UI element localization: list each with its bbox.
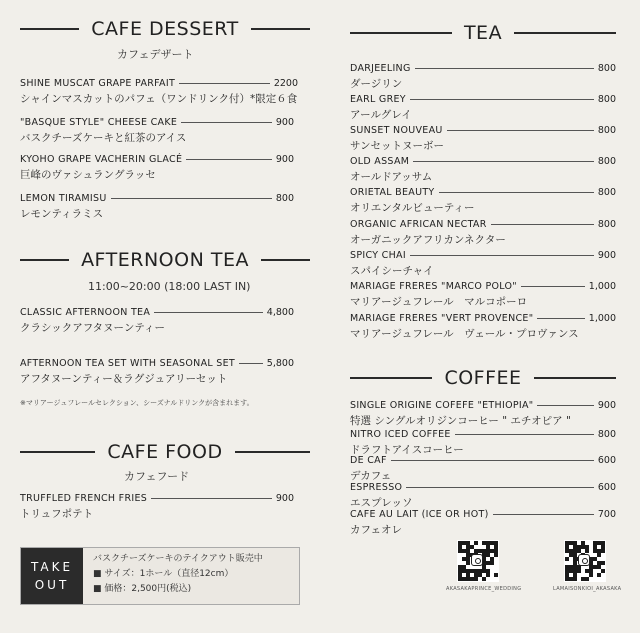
section-title: COFFEE bbox=[444, 367, 522, 389]
instagram-handle: AKASAKAPRINCE_WEDDING bbox=[446, 586, 522, 592]
item-name-jp: カフェオレ bbox=[350, 524, 402, 536]
item-name-jp: アールグレイ bbox=[350, 109, 412, 121]
item-name-jp: エスプレッソ bbox=[350, 497, 413, 509]
menu-item bbox=[20, 76, 298, 106]
afternoon-tea-hours: 11:00~20:00 (18:00 LAST IN) bbox=[88, 280, 251, 293]
afternoon-tea-note: ※マリアージュフレールセレクション、シーズナルドリンクが含まれます。 bbox=[20, 399, 254, 407]
item-name: TRUFFLED FRENCH FRIES bbox=[20, 492, 148, 504]
leader-line bbox=[537, 318, 584, 319]
leader-line bbox=[181, 122, 272, 123]
menu-item bbox=[20, 305, 294, 335]
cafe-food-heading bbox=[20, 441, 310, 463]
leader-line bbox=[410, 255, 594, 256]
menu-item bbox=[350, 185, 616, 215]
item-price: 4,800 bbox=[266, 306, 294, 318]
item-price: 800 bbox=[597, 218, 616, 230]
heading-rule bbox=[20, 28, 79, 30]
item-price: 700 bbox=[597, 508, 616, 520]
menu-item bbox=[350, 248, 616, 278]
leader-line bbox=[455, 434, 594, 435]
menu-item bbox=[350, 507, 616, 537]
section-title: AFTERNOON TEA bbox=[81, 249, 249, 271]
item-name: ESPRESSO bbox=[350, 481, 403, 493]
menu-item bbox=[350, 217, 616, 247]
item-price: 1,000 bbox=[588, 280, 616, 292]
heading-rule bbox=[534, 377, 616, 379]
menu-item bbox=[20, 356, 294, 386]
menu-item bbox=[350, 311, 616, 341]
heading-rule bbox=[350, 32, 452, 34]
menu-item bbox=[350, 480, 616, 510]
leader-line bbox=[179, 83, 270, 84]
menu-item bbox=[350, 92, 616, 122]
qr-code[interactable] bbox=[564, 540, 606, 582]
item-name-jp: バスクチーズケーキと紅茶のアイス bbox=[20, 132, 187, 144]
takeout-price: ■ 価格：2,500円(税込) bbox=[93, 584, 192, 594]
heading-rule bbox=[235, 451, 310, 453]
item-name-jp: レモンティラミス bbox=[20, 208, 104, 220]
item-price: 800 bbox=[275, 192, 294, 204]
item-name: SHINE MUSCAT GRAPE PARFAIT bbox=[20, 77, 176, 89]
leader-line bbox=[491, 224, 594, 225]
item-name-jp: マリアージュフレール マルコポーロ bbox=[350, 296, 528, 308]
leader-line bbox=[391, 460, 594, 461]
item-name: SPICY CHAI bbox=[350, 249, 406, 261]
item-name-jp: マリアージュフレール ヴェール・プロヴァンス bbox=[350, 328, 579, 340]
item-price: 600 bbox=[597, 481, 616, 493]
item-name: CAFE AU LAIT (ICE OR HOT) bbox=[350, 508, 489, 520]
item-name: EARL GREY bbox=[350, 93, 406, 105]
menu-item bbox=[350, 279, 616, 309]
heading-rule bbox=[350, 377, 432, 379]
menu-item bbox=[20, 115, 294, 145]
takeout-line: バスクチーズケーキのテイクアウト販売中 bbox=[93, 554, 263, 564]
item-name: ORIETAL BEAUTY bbox=[350, 186, 435, 198]
menu-item bbox=[350, 154, 616, 184]
coffee-heading bbox=[350, 367, 616, 389]
menu-item bbox=[350, 453, 616, 483]
menu-item bbox=[350, 123, 616, 153]
qr-code[interactable] bbox=[457, 540, 499, 582]
heading-rule bbox=[251, 28, 310, 30]
item-name-jp: トリュフポテト bbox=[20, 508, 94, 520]
heading-rule bbox=[20, 451, 95, 453]
menu-item bbox=[20, 491, 294, 521]
item-name: SUNSET NOUVEAU bbox=[350, 124, 443, 136]
item-price: 800 bbox=[597, 186, 616, 198]
item-price: 800 bbox=[597, 62, 616, 74]
takeout-badge-line: TAKE bbox=[30, 560, 74, 574]
leader-line bbox=[537, 405, 593, 406]
section-subtitle: カフェフード bbox=[124, 470, 190, 483]
item-name: "BASQUE STYLE" CHEESE CAKE bbox=[20, 116, 178, 128]
takeout-details bbox=[93, 552, 263, 597]
item-name-jp: シャインマスカットのパフェ（ワンドリンク付）*限定６食 bbox=[20, 93, 298, 105]
leader-line bbox=[413, 161, 594, 162]
item-name-jp: ドラフトアイスコーヒー bbox=[350, 444, 464, 456]
item-price: 900 bbox=[597, 399, 616, 411]
menu-item bbox=[350, 398, 616, 428]
item-name: CLASSIC AFTERNOON TEA bbox=[20, 306, 151, 318]
leader-line bbox=[406, 487, 594, 488]
item-price: 900 bbox=[597, 249, 616, 261]
cafe-dessert-heading bbox=[20, 18, 310, 40]
section-title: TEA bbox=[463, 22, 503, 44]
item-name: MARIAGE FRERES "MARCO POLO" bbox=[350, 280, 517, 292]
leader-line bbox=[521, 286, 585, 287]
leader-line bbox=[154, 312, 263, 313]
leader-line bbox=[439, 192, 594, 193]
menu-item bbox=[20, 191, 294, 221]
item-name: MARIAGE FRERES "VERT PROVENCE" bbox=[350, 312, 534, 324]
item-price: 800 bbox=[597, 155, 616, 167]
instagram-icon bbox=[471, 554, 483, 566]
leader-line bbox=[186, 159, 272, 160]
item-price: 1,000 bbox=[588, 312, 616, 324]
item-name: AFTERNOON TEA SET WITH SEASONAL SET bbox=[20, 357, 236, 369]
section-subtitle: カフェデザート bbox=[117, 48, 194, 61]
leader-line bbox=[415, 68, 594, 69]
item-price: 900 bbox=[275, 153, 294, 165]
item-name-jp: デカフェ bbox=[350, 470, 392, 482]
instagram-handle: LAMAISONKIOI_AKASAKA bbox=[553, 586, 622, 592]
item-name: ORGANIC AFRICAN NECTAR bbox=[350, 218, 487, 230]
heading-rule bbox=[20, 259, 69, 261]
item-name-jp: オーガニックアフリカンネクター bbox=[350, 234, 506, 246]
item-price: 800 bbox=[597, 428, 616, 440]
item-name-jp: 巨峰のヴァシュラングラッセ bbox=[20, 169, 156, 181]
heading-rule bbox=[261, 259, 310, 261]
afternoon-tea-heading bbox=[20, 249, 310, 271]
item-name: LEMON TIRAMISU bbox=[20, 192, 107, 204]
item-name: SINGLE ORIGINE COFEFE "ETHIOPIA" bbox=[350, 399, 534, 411]
item-price: 2200 bbox=[273, 77, 298, 89]
takeout-badge bbox=[21, 548, 83, 604]
leader-line bbox=[111, 198, 272, 199]
takeout-size: ■ サイズ：1ホール（直径12cm） bbox=[93, 569, 234, 579]
instagram-icon bbox=[578, 554, 590, 566]
item-name-jp: オールドアッサム bbox=[350, 171, 433, 183]
item-name-jp: クラシックアフタヌーンティー bbox=[20, 322, 166, 334]
tea-heading bbox=[350, 22, 616, 44]
menu-item bbox=[20, 152, 294, 182]
item-price: 800 bbox=[597, 93, 616, 105]
item-name-jp: ダージリン bbox=[350, 78, 403, 90]
item-name-jp: オリエンタルビューティー bbox=[350, 202, 475, 214]
item-name: NITRO ICED COFFEE bbox=[350, 428, 451, 440]
leader-line bbox=[151, 498, 272, 499]
item-name-jp: 特選 シングルオリジンコーヒー " エチオピア " bbox=[350, 415, 571, 427]
item-name: DARJEELING bbox=[350, 62, 411, 74]
item-price: 5,800 bbox=[266, 357, 294, 369]
leader-line bbox=[447, 130, 594, 131]
item-price: 900 bbox=[275, 492, 294, 504]
item-name-jp: スパイシーチャイ bbox=[350, 265, 434, 277]
item-price: 600 bbox=[597, 454, 616, 466]
item-name: KYOHO GRAPE VACHERIN GLACÉ bbox=[20, 153, 183, 165]
item-name: OLD ASSAM bbox=[350, 155, 410, 167]
leader-line bbox=[493, 514, 594, 515]
leader-line bbox=[239, 363, 263, 364]
item-name-jp: サンセットヌーボー bbox=[350, 140, 444, 152]
section-title: CAFE FOOD bbox=[107, 441, 223, 463]
takeout-box bbox=[20, 547, 300, 605]
menu-item bbox=[350, 61, 616, 91]
item-price: 800 bbox=[597, 124, 616, 136]
takeout-badge-line: OUT bbox=[34, 578, 70, 592]
heading-rule bbox=[514, 32, 616, 34]
leader-line bbox=[410, 99, 594, 100]
section-title: CAFE DESSERT bbox=[91, 18, 239, 40]
item-name: DE CAF bbox=[350, 454, 387, 466]
item-price: 900 bbox=[275, 116, 294, 128]
item-name-jp: アフタヌーンティー＆ラグジュアリーセット bbox=[20, 373, 228, 385]
